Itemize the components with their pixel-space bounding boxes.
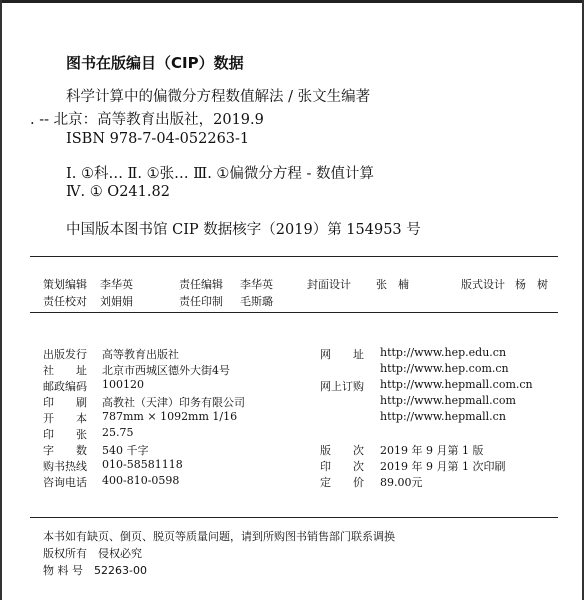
- pub-label: 网上订购: [320, 380, 364, 393]
- pub-label: 字 数: [43, 444, 87, 457]
- cip-line-isbn: ISBN 978-7-04-052263-1: [66, 131, 250, 147]
- website-link: http://www.hepmall.com.cn: [380, 378, 533, 391]
- pub-value: 北京市西城区德外大街4号: [102, 364, 230, 377]
- pub-value: 010-58581118: [102, 458, 183, 471]
- pub-value: 787mm × 1092mm 1/16: [102, 410, 238, 423]
- editor-value: 李华英: [240, 278, 273, 291]
- cip-line-subjects: Ⅰ. ①科… Ⅱ. ①张… Ⅲ. ①偏微分方程 - 数值计算: [66, 166, 375, 182]
- pub-value: 89.00元: [380, 476, 423, 489]
- cip-line-publisher: . -- 北京：高等教育出版社，2019.9: [30, 112, 264, 128]
- cip-line-title-author: 科学计算中的偏微分方程数值解法 / 张文生编著: [66, 89, 371, 105]
- pub-label: 印 次: [320, 460, 364, 473]
- pub-label: 邮政编码: [43, 380, 87, 393]
- website-link: http://www.hepmall.cn: [380, 410, 506, 423]
- page-edge-top: [0, 0, 584, 3]
- editor-value: 杨 树: [515, 278, 548, 291]
- editor-label: 策划编辑: [43, 278, 87, 291]
- pub-value: 高等教育出版社: [102, 348, 179, 361]
- cip-line-record-number: 中国版本图书馆 CIP 数据核字（2019）第 154953 号: [66, 222, 421, 238]
- website-link: http://www.hep.com.cn: [380, 362, 509, 375]
- pub-label: 印 刷: [43, 396, 87, 409]
- pub-value: 100120: [102, 378, 144, 391]
- editor-label: 责任编辑: [179, 278, 223, 291]
- editor-value: 刘娟娟: [100, 295, 133, 308]
- pub-label: 购书热线: [43, 460, 87, 473]
- editor-value: 毛斯璐: [240, 295, 273, 308]
- page-edge-left: [0, 0, 2, 600]
- pub-value: 25.75: [102, 426, 134, 439]
- pub-value: 540 千字: [102, 444, 149, 457]
- pub-value: 400-810-0598: [102, 474, 180, 487]
- pub-label: 咨询电话: [43, 476, 87, 489]
- website-link: http://www.hepmall.com: [380, 394, 516, 407]
- item-number: 物 料 号 52263-00: [43, 564, 147, 577]
- editor-label: 版式设计: [461, 278, 505, 291]
- editor-value: 李华英: [100, 278, 133, 291]
- pub-label: 网 址: [320, 348, 364, 361]
- rights-notice: 版权所有 侵权必究: [43, 547, 142, 560]
- pub-label: 定 价: [320, 476, 364, 489]
- pub-label: 版 次: [320, 444, 364, 457]
- divider-3: [30, 517, 558, 518]
- editor-label: 责任校对: [43, 295, 87, 308]
- pub-label: 开 本: [43, 412, 87, 425]
- quality-notice: 本书如有缺页、倒页、脱页等质量问题，请到所购图书销售部门联系调换: [43, 530, 395, 543]
- website-link: http://www.hep.edu.cn: [380, 346, 507, 359]
- editor-label: 责任印制: [179, 295, 223, 308]
- pub-label: 社 址: [43, 364, 87, 377]
- editor-value: 张 楠: [376, 278, 409, 291]
- editor-label: 封面设计: [307, 278, 351, 291]
- pub-label: 印 张: [43, 428, 87, 441]
- pub-label: 出版发行: [43, 348, 87, 361]
- pub-value: 高教社（天津）印务有限公司: [102, 396, 245, 409]
- pub-value: 2019 年 9 月第 1 次印刷: [380, 460, 506, 473]
- cip-line-classification: Ⅳ. ① O241.82: [66, 184, 170, 200]
- cip-title: 图书在版编目（CIP）数据: [66, 54, 244, 72]
- pub-value: 2019 年 9 月第 1 版: [380, 444, 484, 457]
- divider-2: [30, 312, 558, 313]
- divider-1: [30, 256, 558, 257]
